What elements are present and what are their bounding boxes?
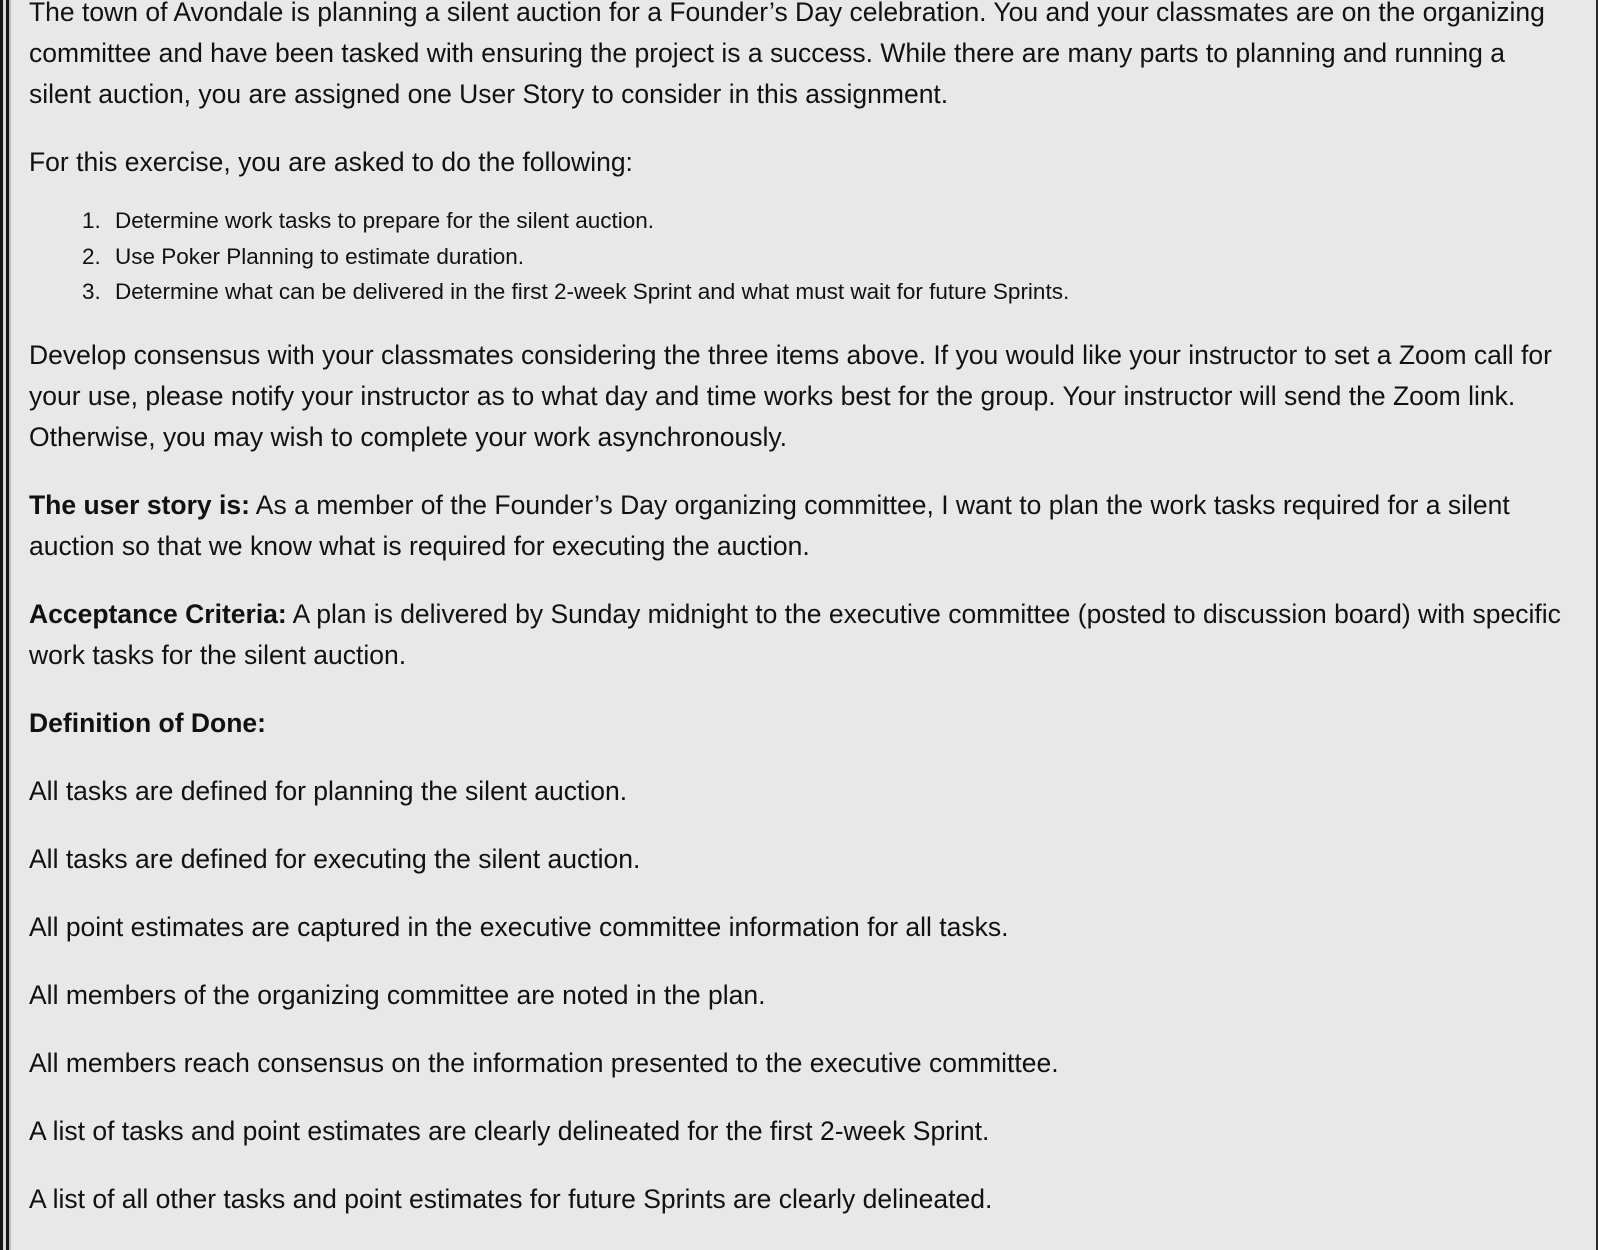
consensus-paragraph: Develop consensus with your classmates considering the three items above. If you would like your instructor to set a Zoom call for your use, please notify your instructor as to what day and time works best for the group. Your instructor will send the Zoom link. Otherwise, you may wish to complete your work asynchronously.: [29, 339, 1552, 452]
dod-item: All members of the organizing committee are noted in the plan.: [29, 979, 766, 1010]
window-left-border: [0, 0, 11, 1250]
list-item: 2. Use Poker Planning to estimate duration.: [107, 239, 1574, 275]
dod-item: All tasks are defined for executing the silent auction.: [29, 843, 641, 874]
steps-list: [29, 203, 1574, 310]
dod-item: A list of tasks and point estimates are clearly delineated for the first 2-week Sprint.: [29, 1115, 990, 1146]
dod-item: All point estimates are captured in the executive committee information for all tasks.: [29, 911, 1009, 942]
user-story-text: As a member of the Founder’s Day organizing committee, I want to plan the work tasks required for a silent auction so that we know what is required for executing the auction.: [29, 489, 1510, 561]
acceptance-criteria-paragraph: [29, 594, 1574, 676]
instructions-lead: For this exercise, you are asked to do the following:: [29, 147, 633, 177]
user-story-label: The user story is:: [29, 489, 250, 520]
assignment-document: [29, 0, 1574, 1247]
acceptance-criteria-text: A plan is delivered by Sunday midnight to the executive committee (posted to discussion board) with specific work tasks for the silent auction.: [29, 598, 1561, 670]
dod-item: All members reach consensus on the information presented to the executive committee.: [29, 1047, 1059, 1078]
list-item: 3. Determine what can be delivered in the first 2-week Sprint and what must wait for future Sprints.: [107, 274, 1574, 310]
list-item: 1. Determine work tasks to prepare for the silent auction.: [107, 203, 1574, 239]
intro-paragraph: The town of Avondale is planning a silent auction for a Founder’s Day celebration. You and your classmates are on the organizing committee and have been tasked with ensuring the project is a success. While there are many parts to planning and running a silent auction, you are assigned one User Story to consider in this assignment.: [29, 0, 1545, 109]
user-story-paragraph: [29, 485, 1574, 567]
dod-item: All tasks are defined for planning the silent auction.: [29, 775, 628, 806]
definition-of-done-heading: Definition of Done:: [29, 707, 266, 738]
dod-item: A list of all other tasks and point estimates for future Sprints are clearly delineated.: [29, 1183, 993, 1214]
acceptance-criteria-label: Acceptance Criteria:: [29, 598, 287, 629]
